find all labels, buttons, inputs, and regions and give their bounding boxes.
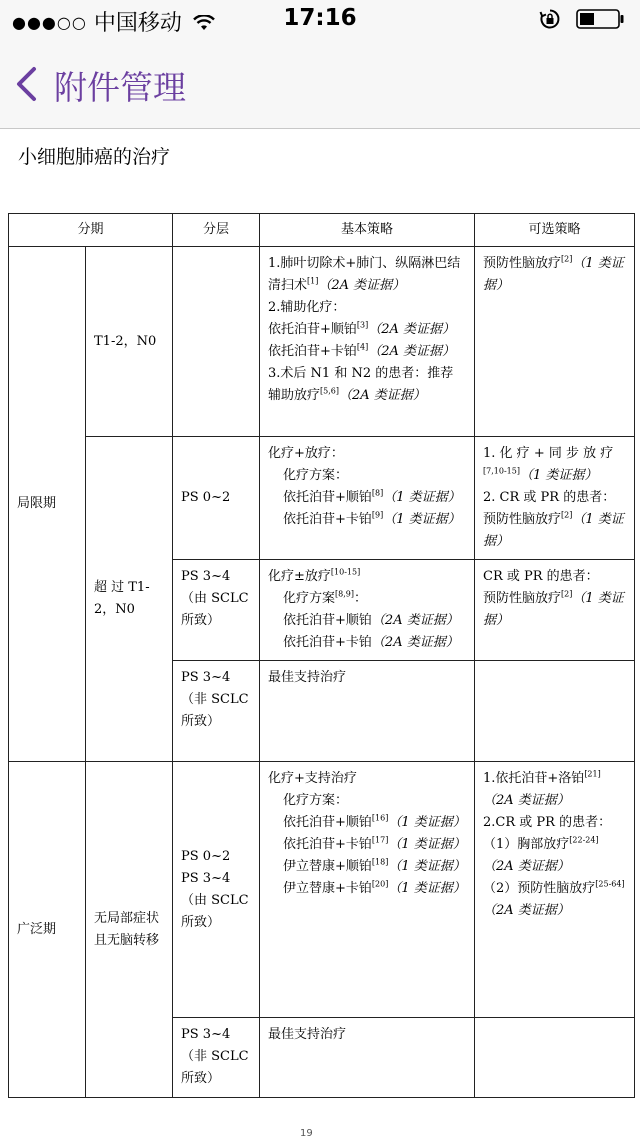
text-line: 3.术后 N1 和 N2 的患者：推荐辅助放疗[5,6]（2A 类证据） (268, 366, 454, 403)
table-row (9, 762, 635, 1018)
text-line: 依托泊苷+卡铂[17]（1 类证据） (283, 835, 466, 852)
layer-ps34-sclc: PS 3~4 （由 SCLC 所致） (173, 560, 260, 661)
substage-beyond: 超 过 T1-2，N0 (86, 437, 173, 762)
basic-strategy: 最佳支持治疗 (260, 1018, 475, 1098)
text-line: 依托泊苷+卡铂（2A 类证据） (283, 635, 459, 650)
optional-strategy: 预防性脑放疗[2]（1 类证据） (475, 247, 635, 437)
text-line: [7,10-15]（1 类证据） (483, 466, 598, 483)
stage-limited: 局限期 (9, 247, 86, 762)
basic-strategy: 1.肺叶切除术+肺门、纵隔淋巴结清扫术[1]（2A 类证据） 2.辅助化疗： 依托泊苷+顺铂[3]（2A 类证据） 依托泊苷+卡铂[4]（2A 类证据） 3.术后 N1 和 N2 的患者：推荐辅助放疗[5,6]（2A 类证据） (260, 247, 475, 437)
nav-title: 附件管理 (54, 68, 186, 107)
clock: 17:16 (283, 5, 357, 31)
stage-extensive: 广泛期 (9, 762, 86, 1098)
text-line: 1.依托泊苷+洛铂[21] (483, 769, 601, 786)
header-optional: 可选策略 (475, 214, 635, 247)
optional-empty (475, 661, 635, 762)
layer-ps34-nonsclc: PS 3~4 （非 SCLC 所致） (173, 661, 260, 762)
basic-strategy: 最佳支持治疗 (260, 661, 475, 762)
header-stage: 分期 (9, 214, 173, 247)
text-line: 依托泊苷+顺铂[16]（1 类证据） (283, 813, 466, 830)
basic-strategy: 化疗+放疗： 化疗方案： 依托泊苷+顺铂[8]（1 类证据） 依托泊苷+卡铂[9]（1 类证据） (260, 437, 475, 560)
text-line: 依托泊苷+顺铂（2A 类证据） (283, 613, 459, 628)
document-title: 小细胞肺癌的治疗 (18, 146, 171, 168)
text-line: 化疗±放疗[10-15] (268, 567, 361, 584)
basic-strategy (260, 560, 475, 661)
text-line: 伊立替康+卡铂[20]（1 类证据） (283, 879, 466, 896)
chevron-left-icon (14, 66, 38, 102)
optional-strategy: CR 或 PR 的患者： 预防性脑放疗[2]（1 类证据） (475, 560, 635, 661)
treatment-table (8, 213, 635, 1098)
header-layer: 分层 (173, 214, 260, 247)
layer-empty (173, 247, 260, 437)
battery-icon (576, 8, 626, 30)
layer-ps02-ps34: PS 0~2 PS 3~4（由 SCLC 所致） (173, 762, 260, 1018)
table-row (9, 247, 635, 437)
optional-strategy: 1. 化 疗 + 同 步 放 疗 [7,10-15]（1 类证据） 2. CR 或 PR 的患者： 预防性脑放疗[2]（1 类证据） (475, 437, 635, 560)
layer-ps02: PS 0~2 (173, 437, 260, 560)
table-row (9, 437, 635, 560)
optional-strategy: 1.依托泊苷+洛铂[21] （2A 类证据） 2.CR 或 PR 的患者： （1）胸部放疗[22-24] （2A 类证据） （2）预防性脑放疗[25-64]（2A 类证据） (475, 762, 635, 1018)
text-line: （1）胸部放疗[22-24] (483, 835, 599, 852)
text-line: 预防性脑放疗[2]（1 类证据） (483, 589, 624, 628)
status-bar (0, 0, 640, 40)
text-line: 依托泊苷+顺铂[8]（1 类证据） (283, 488, 461, 505)
carrier-name: 中国移动 (93, 11, 182, 36)
text-line: 化疗方案[8,9]： (283, 589, 368, 606)
navigation-bar (0, 40, 640, 129)
basic-strategy: 化疗+支持治疗 化疗方案： 依托泊苷+顺铂[16]（1 类证据） 依托泊苷+卡铂[17]（1 类证据） 伊立替康+顺铂[18]（1 类证据） 伊立替康+卡铂[20]（1 类证据） (260, 762, 475, 1018)
optional-empty (475, 1018, 635, 1098)
text-line: 依托泊苷+卡铂[4]（2A 类证据） (268, 342, 456, 359)
status-right (539, 8, 626, 30)
layer-ps34-nonsclc: PS 3~4（非 SCLC 所致） (173, 1018, 260, 1098)
substage-no-symptoms: 无局部症状且无脑转移 (86, 762, 173, 1098)
header-basic: 基本策略 (260, 214, 475, 247)
signal-strength-icon: ●●●○○ (12, 13, 87, 32)
table-header-row (9, 214, 635, 247)
rotation-lock-icon (539, 8, 561, 30)
text-line: 依托泊苷+顺铂[3]（2A 类证据） (268, 320, 456, 337)
text-line: 1.肺叶切除术+肺门、纵隔淋巴结清扫术[1]（2A 类证据） (268, 256, 461, 293)
text-line: （2）预防性脑放疗[25-64]（2A 类证据） (483, 879, 625, 918)
substage-t12n0: T1-2，N0 (86, 247, 173, 437)
text-line: 伊立替康+顺铂[18]（1 类证据） (283, 857, 466, 874)
text-line: 依托泊苷+卡铂[9]（1 类证据） (283, 510, 461, 527)
page-number: 19 (300, 1128, 313, 1139)
text-line: 预防性脑放疗[2]（1 类证据） (483, 510, 624, 549)
